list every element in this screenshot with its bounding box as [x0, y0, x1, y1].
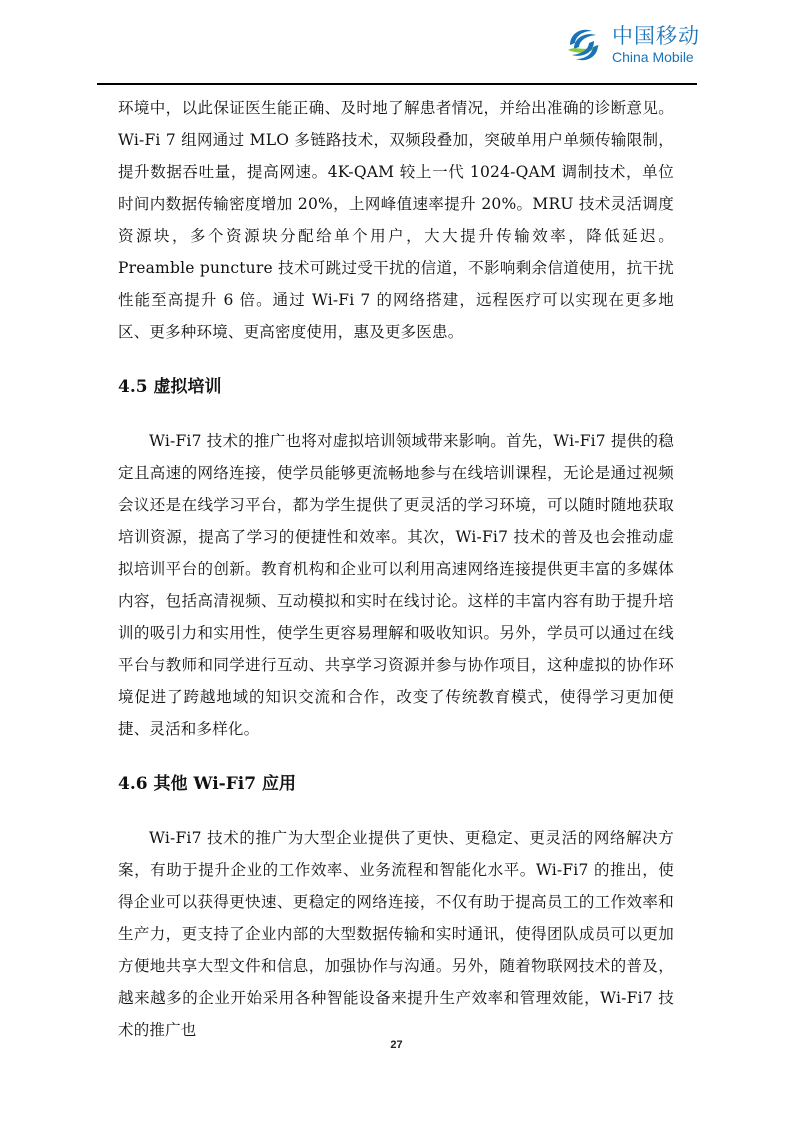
intro-paragraph: 环境中，以此保证医生能正确、及时地了解患者情况，并给出准确的诊断意见。Wi-Fi 7 组网通过 MLO 多链路技术，双频段叠加，突破单用户单频传输限制，提升数据吞吐量，提高网速。4K-QAM 较上一代 1024-QAM 调制技术，单位时间内数据传输密度增加 20%，上网峰值速率提升 20%。MRU 技术灵活调度资源块，多个资源块分配给单个用户，大大提升传输效率，降低延迟。Preamble puncture 技术可跳过受干扰的信道，不影响剩余信道使用，抗干扰性能至高提升 6 倍。通过 Wi-Fi 7 的网络搭建，远程医疗可以实现在更多地区、更多种环境、更高密度使用，惠及更多医患。: [118, 99, 674, 341]
logo-name-cn: 中国移动: [612, 24, 700, 48]
section-paragraph-virtual-training: Wi-Fi7 技术的推广也将对虚拟培训领域带来影响。首先，Wi-Fi7 提供的稳定且高速的网络连接，使学员能够更流畅地参与在线培训课程，无论是通过视频会议还是在线学习平台，都为学生提供了更灵活的学习环境，可以随时随地获取培训资源，提高了学习的便捷性和效率。其次，Wi-Fi7 技术的普及也会推动虚拟培训平台的创新。教育机构和企业可以利用高速网络连接提供更丰富的多媒体内容，包括高清视频、互动模拟和实时在线讨论。这样的丰富内容有助于提升培训的吸引力和实用性，使学生更容易理解和吸收知识。另外，学员可以通过在线平台与教师和同学进行互动、共享学习资源并参与协作项目，这种虚拟的协作环境促进了跨越地域的知识交流和合作，改变了传统教育模式，使得学习更加便捷、灵活和多样化。: [118, 432, 674, 738]
page-number: 27: [390, 1039, 403, 1051]
section-paragraph-other-applications: Wi-Fi7 技术的推广为大型企业提供了更快、更稳定、更灵活的网络解决方案，有助于提升企业的工作效率、业务流程和智能化水平。Wi-Fi7 的推出，使得企业可以获得更快速、更稳定的网络连接，不仅有助于提高员工的工作效率和生产力，更支持了企业内部的大型数据传输和实时通讯，使得团队成员可以更加方便地共享大型文件和信息，加强协作与沟通。另外，随着物联网技术的普及，越来越多的企业开始采用各种智能设备来提升生产效率和管理效能，Wi-Fi7 技术的推广也: [118, 829, 674, 1039]
document-body: [118, 92, 674, 1046]
china-mobile-logo: [562, 20, 702, 70]
china-mobile-logo-icon: [562, 23, 606, 67]
header-divider: [97, 83, 697, 85]
page-header: [0, 0, 793, 90]
section-heading-other-applications: 4.6 其他 Wi-Fi7 应用: [118, 774, 296, 794]
section-heading-virtual-training: 4.5 虚拟培训: [118, 377, 222, 397]
logo-name-en: China Mobile: [612, 49, 694, 65]
